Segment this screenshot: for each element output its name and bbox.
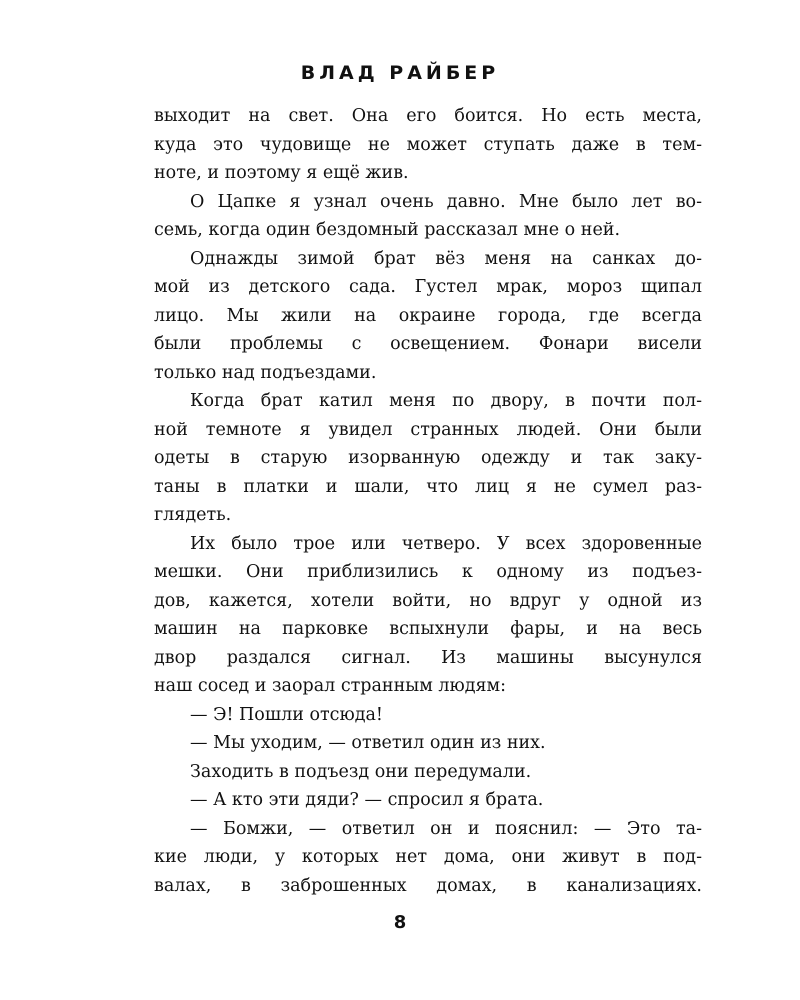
text-line: Когда брат катил меня по двору, в почти пол- [190,391,702,411]
text-line: двор раздался сигнал. Из машины высунулся [154,647,702,668]
text-line: Заходить в подъезд они передумали. [190,761,532,782]
text-line: — Мы уходим, — ответил один из них. [190,733,546,753]
text-line: машин на парковке вспыхнули фары, и на весь [154,619,702,639]
text-line: — А кто эти дяди? — спросил я брата. [190,790,544,810]
text-line: Однажды зимой брат вёз меня на санках до- [190,248,702,269]
text-line: были проблемы с освещением. Фонари висели [154,334,702,354]
text-line: мешки. Они приблизились к одному из подъез- [154,562,702,582]
text-line: лицо. Мы жили на окраине города, где всегда [154,305,702,326]
page-header-author: ВЛАД РАЙБЕР [300,62,500,84]
text-line: ной темноте я увидел странных людей. Они были [154,419,702,440]
text-line: глядеть. [154,505,232,525]
text-line: валах, в заброшенных домах, в канализациях. [154,875,702,896]
text-line: Их было трое или четверо. У всех здоровенные [190,533,702,554]
text-line: — Бомжи, — ответил он и пояснил: — Это та- [190,818,702,839]
text-line: дов, кажется, хотели войти, но вдруг у одной из [154,590,702,611]
text-line: одеты в старую изорванную одежду и так заку- [154,448,702,468]
page-number: 8 [393,912,407,933]
text-line: О Цапке я узнал очень давно. Мне было лет во- [190,191,702,212]
text-line: выходит на свет. Она его боится. Но есть места, [154,106,702,126]
text-line: куда это чудовище не может ступать даже в тем- [154,134,702,155]
text-line: мой из детского сада. Густел мрак, мороз щипал [154,277,702,297]
text-line: кие люди, у которых нет дома, они живут в под- [154,847,702,867]
text-line: таны в платки и шали, что лиц я не сумел раз- [154,476,702,497]
text-line: только над подъездами. [154,362,377,383]
body-text [154,102,702,900]
text-line: ноте, и поэтому я ещё жив. [154,163,409,183]
text-line: — Э! Пошли отсюда! [190,704,383,725]
text-line: наш сосед и заорал странным людям: [154,676,507,696]
text-line: семь, когда один бездомный рассказал мне о ней. [154,220,621,240]
